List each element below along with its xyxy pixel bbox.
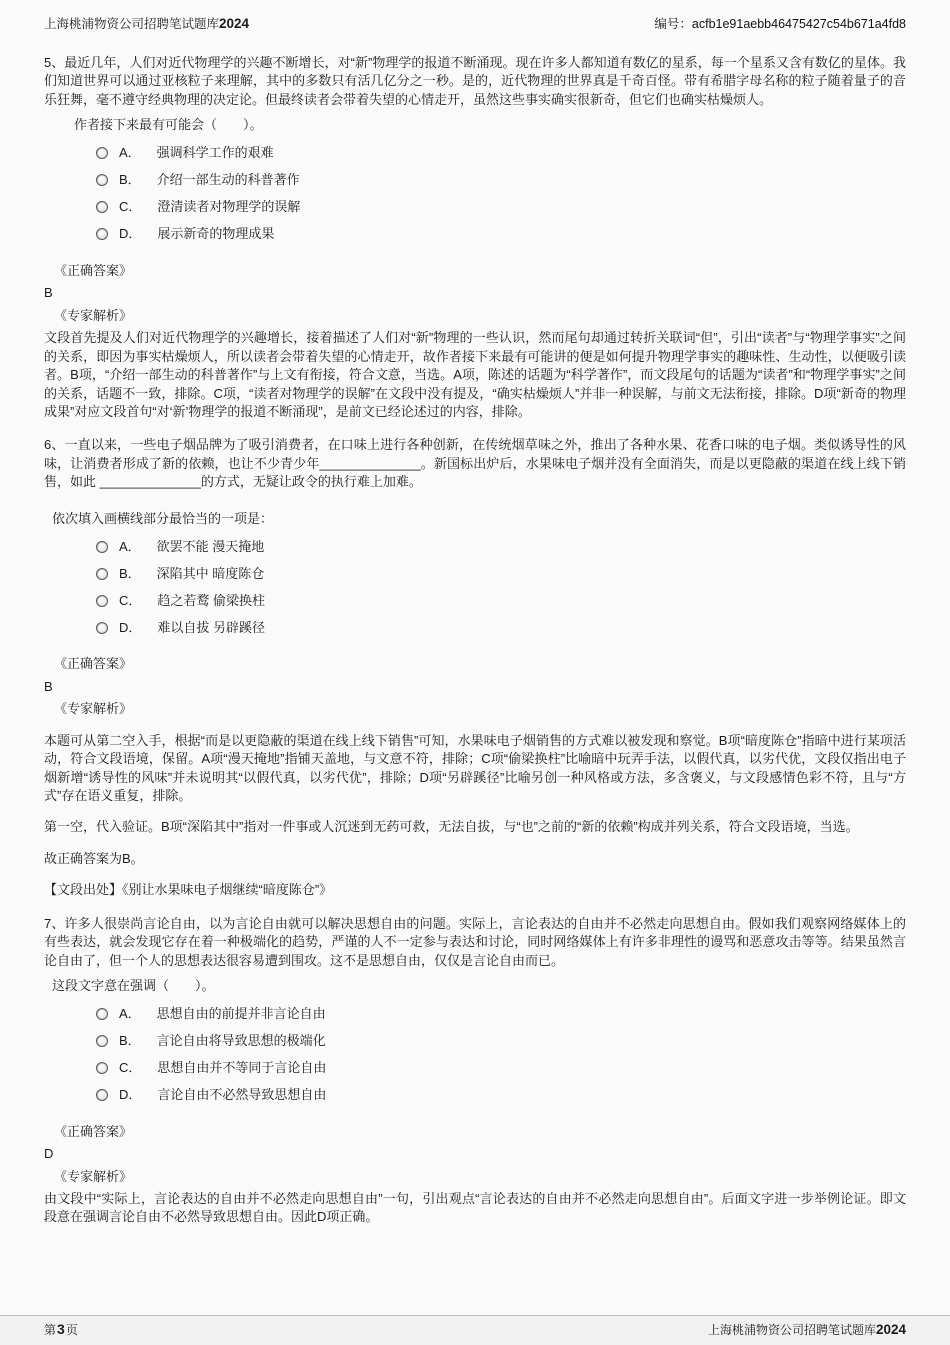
option-a [96,1005,906,1024]
answer-value: B [44,678,53,694]
page-number-value: 3 [57,1321,65,1337]
page-header [0,0,950,32]
question-stem: 5、最近几年，人们对近代物理学的兴趣不断增长，对“新”物理学的报道不断涌现。现在许多人都知道有数亿的星系，每一个星系又含有数亿的星体。我们知道世界可以通过亚核粒子来理解，其中的多数只有活几亿分之一秒。是的，近代物理的世界真是千奇百怪。带有希腊字母名称的粒子随着量子的音乐狂舞，毫不遵守经典物理的决定论。但最终读者会带着失望的心情走开，虽然这些事实确实很新奇，但它们也确实枯燥烦人。 [44,55,906,107]
option-text: 难以自拔 另辟蹊径 [157,619,266,635]
option-c [96,198,906,217]
analysis-paragraph: 文段首先提及人们对近代物理学的兴趣增长，接着描述了人们对“新”物理的一些认识，然而尾句却通过转折关联词“但”，引出“读者”与“物理学事实”之间的关系，即因为事实枯燥烦人，所以读者会带着失望的心情走开，故作者接下来最有可能讲的便是如何提升物理学事实的趣味性、生动性，以便吸引读者。B项，“介绍一部生动的科普著作”与上文有衔接，符合文意，当选。A项，陈述的话题为“科学著作”，而文段尾句的话题为“读者”和“物理学事实”之间的关系，话题不一致，排除。C项，“读者对物理学的误解”在文段中没有提及，“确实枯燥烦人”并非一种误解，与前文无法衔接，排除。D项“新奇的物理成果”对应文段首句“对‘新’物理学的报道不断涌现”，是前文已经论述过的内容，排除。 [44,330,906,419]
radio-button[interactable] [96,228,108,240]
analysis-paragraph: 本题可从第二空入手，根据“而是以更隐蔽的渠道在线上线下销售”可知，水果味电子烟销售的方式难以被发现和察觉。B项“暗度陈仓”指暗中进行某项活动，符合文段语境，保留。A项“漫天掩地”指铺天盖地，与文意不符，排除；C项“偷梁换柱”比喻暗中玩弄手法，以假代真，以劣代优，文段仅指出电子烟新增“诱导性的风味”并未说明其“以假代真，以劣代优”，排除；D项“另辟蹊径”比喻另创一种风格或方法，多含褒义，与文段感情色彩不符，且与“方式”存在语义重复，排除。 [44,732,906,803]
document-title-text: 上海桃浦物资公司招聘笔试题库 [44,17,220,31]
radio-button[interactable] [96,1062,108,1074]
radio-button[interactable] [96,174,108,186]
page-number-prefix: 第 [44,1323,57,1337]
radio-button[interactable] [96,201,108,213]
page-number [44,1321,78,1338]
option-a [96,144,906,163]
question-7 [44,915,906,1227]
radio-button[interactable] [96,568,108,580]
document-number: 编号：acfb1e91aebb46475427c54b671a4fd8 [654,17,906,31]
option-b [96,171,906,190]
footer-title-year: 2024 [875,1322,906,1337]
footer-title-text: 上海桃浦物资公司招聘笔试题库 [707,1323,876,1337]
source-reference: 【文段出处】《别让水果味电子烟继续“暗度陈仓”》 [44,882,333,898]
option-letter: D． [119,1086,142,1102]
option-letter: C． [119,592,142,608]
option-letter: B． [119,565,141,581]
options-group [96,1005,906,1105]
footer-title [708,1321,906,1338]
analysis-label: 《专家解析》 [54,701,133,717]
analysis-paragraph: 第一空，代入验证。B项“深陷其中”指对一件事或人沉迷到无药可救，无法自拔，与“也”之前的“新的依赖”构成并列关系，符合文段语境，当选。 [44,819,859,835]
analysis-label: 《专家解析》 [54,307,133,323]
option-letter: A． [119,538,141,554]
analysis-label: 《专家解析》 [54,1168,133,1184]
option-c [96,1059,906,1078]
option-text: 深陷其中 暗度陈仓 [156,565,265,581]
option-text: 言论自由将导致思想的极端化 [156,1032,326,1048]
option-text: 澄清读者对物理学的误解 [157,199,301,215]
answer-label: 《正确答案》 [54,1123,133,1139]
question-6 [44,436,906,899]
option-c [96,591,906,610]
option-letter: B． [119,172,141,188]
option-letter: C． [119,1059,142,1075]
page-footer [0,1315,950,1345]
option-text: 趋之若鹜 偷梁换柱 [157,592,266,608]
question-stem: 6、一直以来，一些电子烟品牌为了吸引消费者，在口味上进行各种创新，在传统烟草味之外，推出了各种水果、花香口味的电子烟。类似诱导性的风味，让消费者形成了新的依赖，也让不少青少年______________。新国标出炉后，水果味电子烟并没有全面消失，而是以更隐蔽的渠道在线上线下销售，如此 ______________的方式，无疑让政令的执行难上加难。 [44,437,906,490]
options-group [96,537,906,637]
radio-button[interactable] [96,1089,108,1101]
option-text: 欲罢不能 漫天掩地 [156,538,265,554]
radio-button[interactable] [96,595,108,607]
option-text: 强调科学工作的艰难 [156,145,274,161]
option-text: 思想自由并不等同于言论自由 [157,1059,327,1075]
radio-button[interactable] [96,622,108,634]
question-5 [44,54,906,421]
document-title [44,14,249,32]
option-letter: A． [119,1005,141,1021]
option-d [96,225,906,244]
option-a [96,537,906,556]
radio-button[interactable] [96,147,108,159]
analysis-paragraph: 由文段中“实际上，言论表达的自由并不必然走向思想自由”一句，引出观点“言论表达的自由并不必然走向思想自由”。后面文字进一步举例论证。即文段意在强调言论自由不必然导致思想自由。因此D项正确。 [44,1190,906,1225]
option-letter: A． [119,145,141,161]
analysis-paragraph: 故正确答案为B。 [44,850,144,866]
answer-value: B [44,285,53,301]
option-letter: D． [119,619,142,635]
option-letter: D． [119,226,142,242]
option-text: 言论自由不必然导致思想自由 [157,1086,327,1102]
option-d [96,618,906,637]
question-prompt: 作者接下来最有可能会（ ）。 [74,117,263,133]
option-letter: B． [119,1032,141,1048]
question-prompt: 依次填入画横线部分最恰当的一项是： [52,510,274,526]
answer-value: D [44,1146,54,1162]
option-d [96,1086,906,1105]
document-title-year: 2024 [219,16,250,31]
options-group [96,144,906,244]
question-stem: 7、许多人很崇尚言论自由，以为言论自由就可以解决思想自由的问题。实际上，言论表达的自由并不必然走向思想自由。假如我们观察网络媒体上的有些表达，就会发现它存在着一种极端化的趋势，严谨的人不一定参与表达和讨论，同时网络媒体上有许多非理性的谩骂和恶意攻击等等。结果虽然言论自由了，但一个人的思想表达很容易遭到围攻。这不是思想自由，仅仅是言论自由而已。 [44,915,906,968]
radio-button[interactable] [96,541,108,553]
option-b [96,1032,906,1051]
answer-label: 《正确答案》 [54,262,133,278]
option-text: 介绍一部生动的科普著作 [156,172,300,188]
radio-button[interactable] [96,1008,108,1020]
page-number-suffix: 页 [65,1323,78,1337]
option-letter: C． [119,199,142,215]
radio-button[interactable] [96,1035,108,1047]
answer-label: 《正确答案》 [54,656,133,672]
option-b [96,564,906,583]
option-text: 思想自由的前提并非言论自由 [156,1005,326,1021]
document-body [0,32,950,1242]
option-text: 展示新奇的物理成果 [157,226,275,242]
question-prompt: 这段文字意在强调（ ）。 [52,978,215,994]
